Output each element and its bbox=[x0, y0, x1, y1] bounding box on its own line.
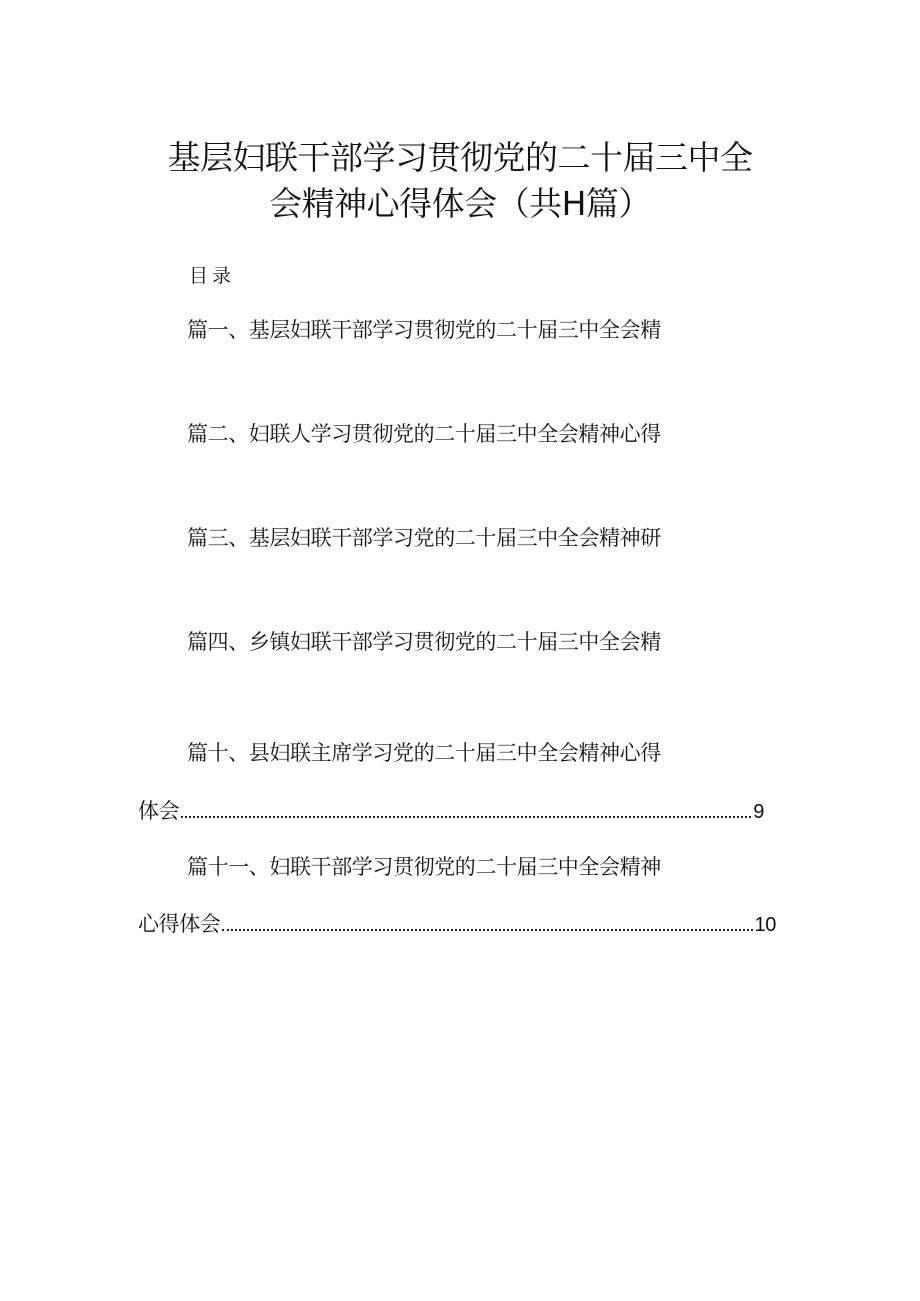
toc-entry-6-continuation: 心得体会 bbox=[138, 912, 221, 936]
toc-entry-6[interactable]: 篇十一、妇联干部学习贯彻党的二十届三中全会精神 bbox=[187, 855, 661, 879]
toc-entry-3[interactable]: 篇三、基层妇联干部学习党的二十届三中全会精神研 bbox=[187, 526, 661, 550]
toc-entry-5-continuation: 体会 bbox=[138, 799, 180, 823]
toc-entry-6-page-number: 10 bbox=[754, 914, 776, 936]
toc-heading: 目录 bbox=[189, 265, 236, 287]
toc-entry-1[interactable]: 篇一、基层妇联干部学习贯彻党的二十届三中全会精 bbox=[187, 318, 661, 342]
toc-entry-6-leader[interactable] bbox=[138, 908, 776, 941]
toc-entry-5-page-number: 9 bbox=[753, 801, 764, 823]
dot-leader bbox=[222, 929, 752, 931]
dot-leader bbox=[181, 816, 751, 818]
document-title-line-1: 基层妇联干部学习贯彻党的二十届三中全 bbox=[167, 138, 753, 177]
toc-entry-5[interactable]: 篇十、县妇联主席学习党的二十届三中全会精神心得 bbox=[187, 741, 661, 765]
toc-entry-2[interactable]: 篇二、妇联人学习贯彻党的二十届三中全会精神心得 bbox=[187, 422, 661, 446]
document-title-line-2: 会精神心得体会（共H篇） bbox=[269, 184, 651, 223]
toc-entry-4[interactable]: 篇四、乡镇妇联干部学习贯彻党的二十届三中全会精 bbox=[187, 630, 661, 654]
toc-entry-5-leader[interactable] bbox=[138, 795, 764, 828]
